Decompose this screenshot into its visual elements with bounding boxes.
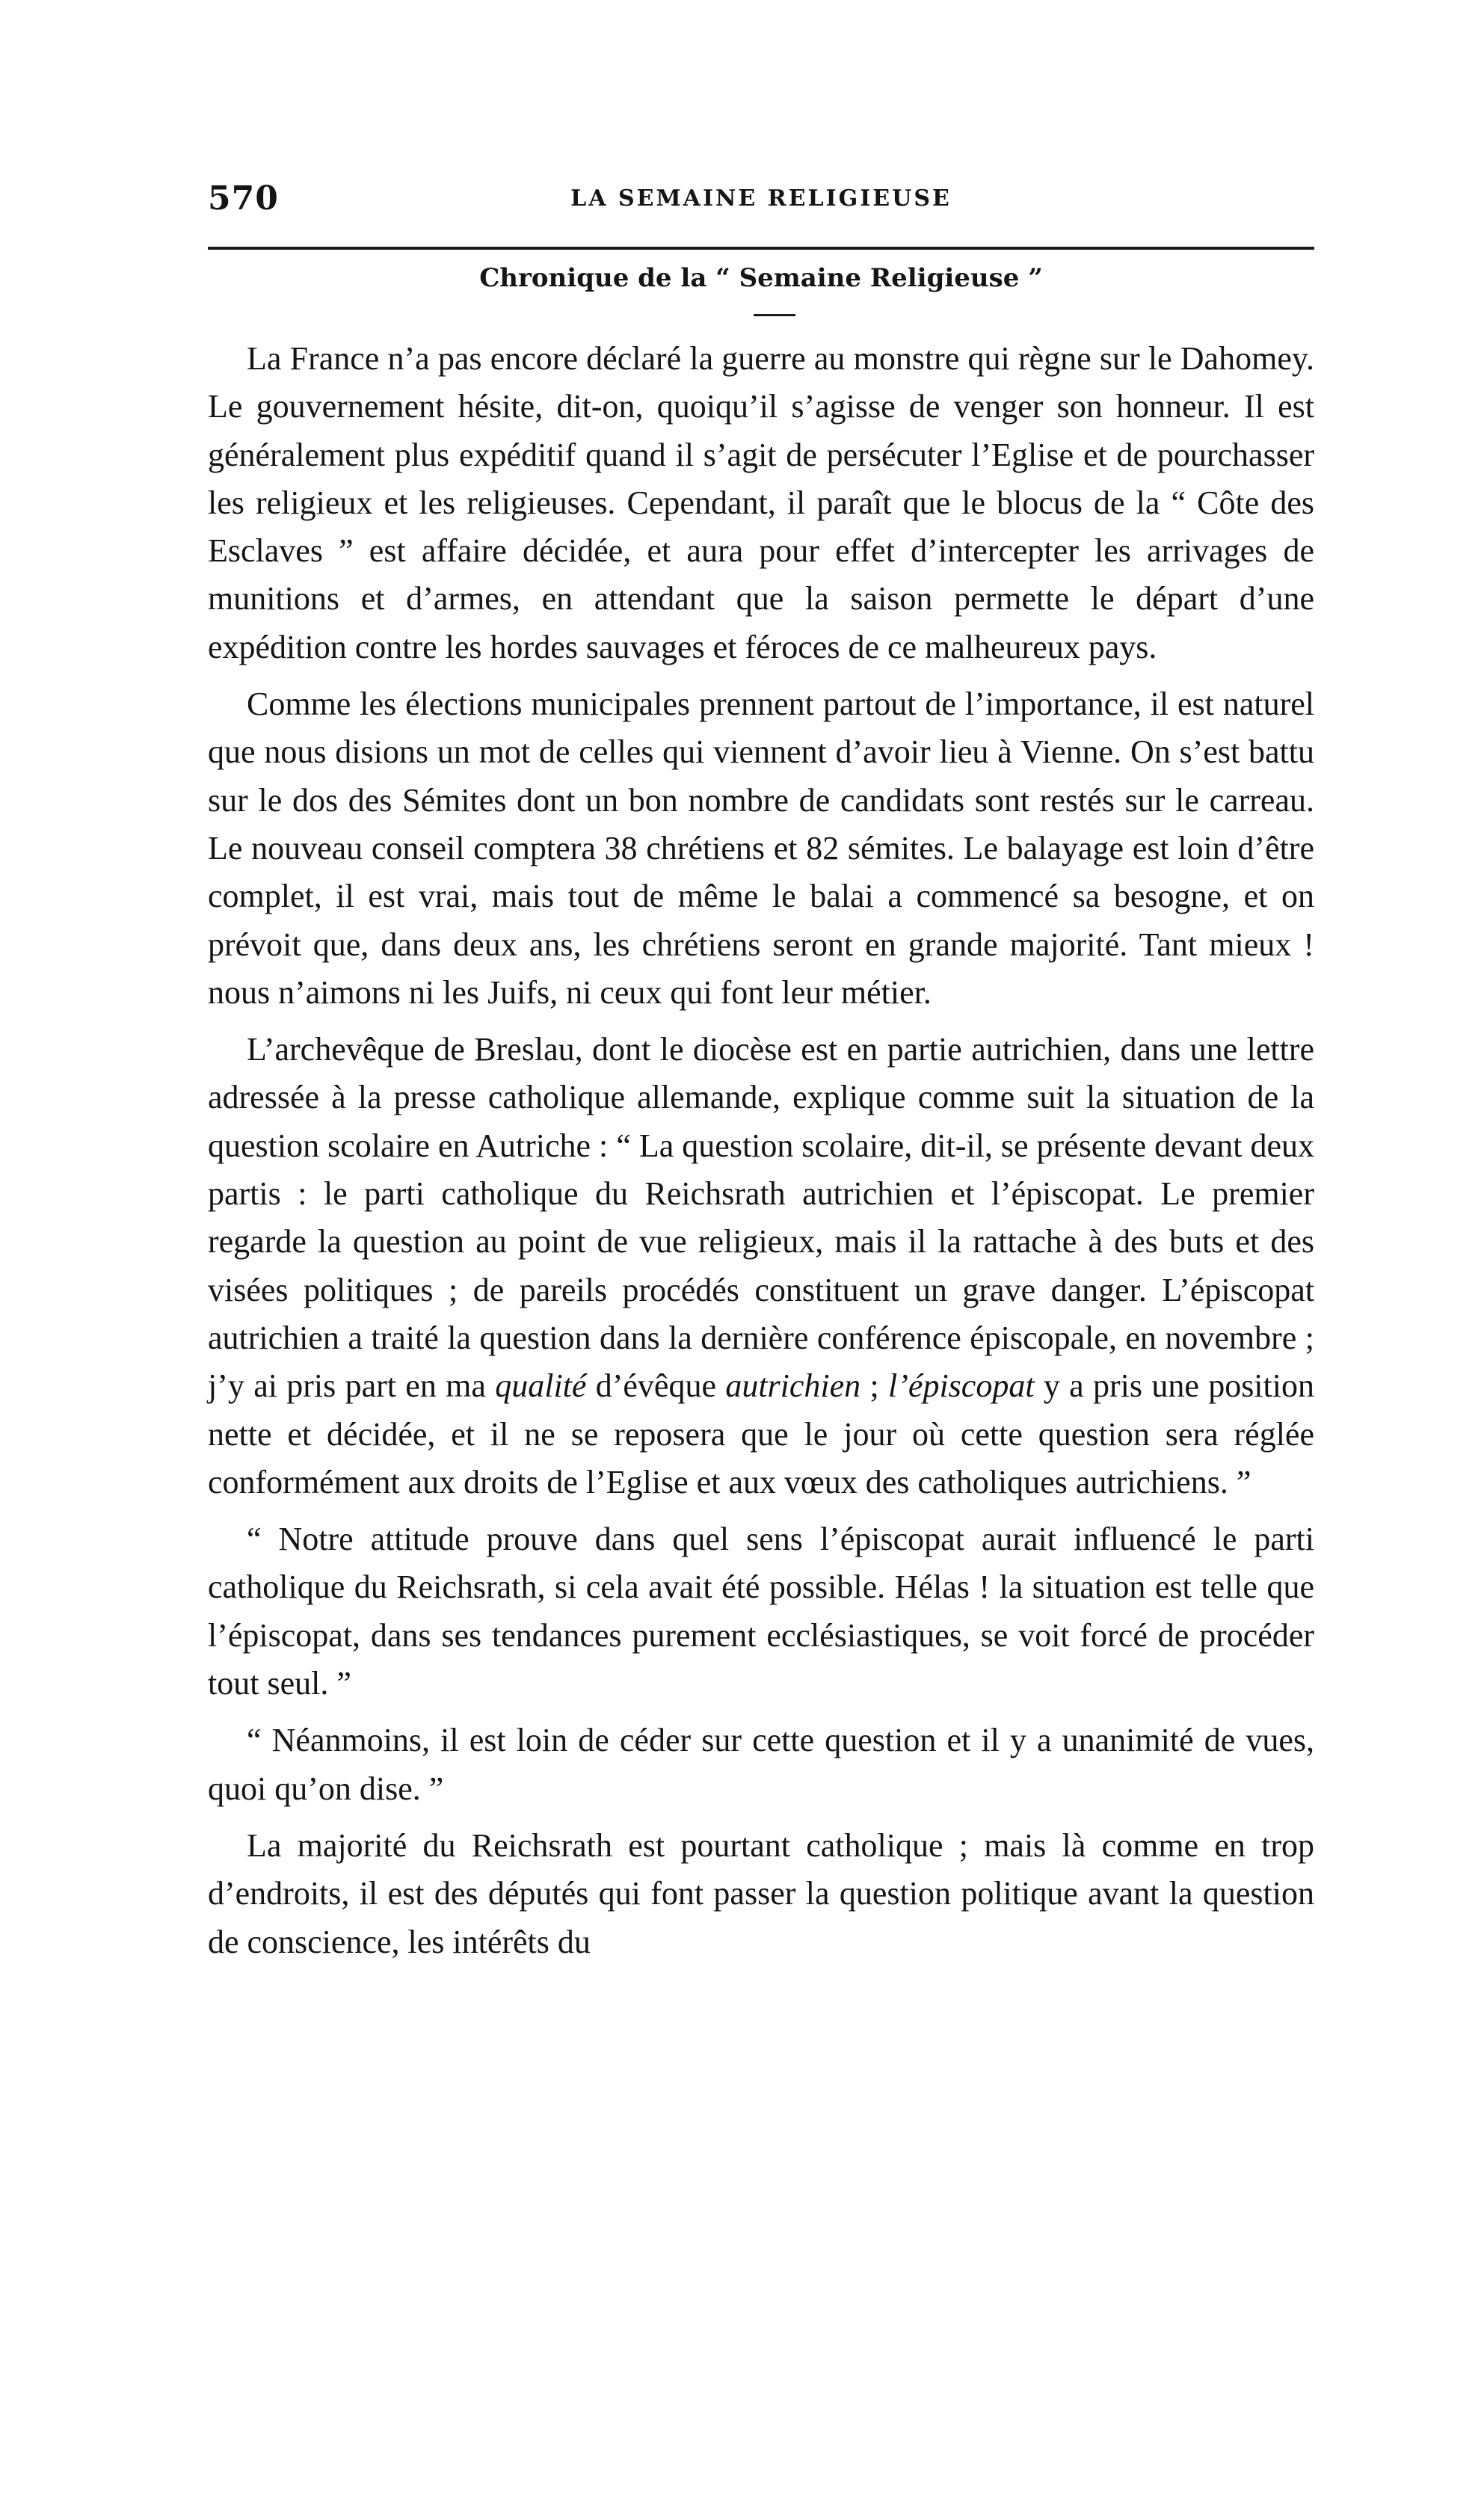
page-number: 570 <box>208 179 279 218</box>
emphasis-episcopat: l’épiscopat <box>888 1367 1035 1405</box>
title-ornament-rule <box>754 314 795 316</box>
paragraph-reichsrath: La majorité du Reichsrath est pourtant catholique ; mais là comme en trop d’endroits, il est des députés qui font passer la question politique avant la question de conscience, les intérêts du <box>208 1826 1314 1960</box>
paragraph-breslau <box>208 1026 1314 1506</box>
book-page <box>208 135 1314 2460</box>
paragraph-notre-attitude: “ Notre attitude prouve dans quel sens l’épiscopat aurait influencé le parti catholique du Reichsrath, si cela avait été possible. Hélas ! la situation est telle que l’épiscopat, dans ses tendances purement ecclésiastiques, se voit forcé de procéder tout seul. ” <box>208 1521 1314 1702</box>
emphasis-autrichien: autrichien <box>725 1367 861 1405</box>
section-title: Chronique de la “ Semaine Religieuse ” <box>479 263 1043 293</box>
emphasis-qualite: qualité <box>495 1367 587 1405</box>
header-rule <box>208 247 1314 250</box>
breslau-text-mid2: ; <box>860 1367 889 1405</box>
running-head <box>208 135 1314 218</box>
running-title: LA SEMAINE RELIGIEUSE <box>570 185 952 212</box>
breslau-text-start: L’archevêque de Breslau, dont le diocèse est en partie autrichien, dans une lettre adressée à la presse catholique allemande, explique comme suit la situation de la question scolaire en Autriche : “ La question scolaire, dit-il, se présente devant deux partis : le parti catholique du Reichsrath autrichien et l’épiscopat. Le premier regarde la question au point de vue religieux, mais il la rattache à des buts et des visées politiques ; de pareils procédés constituent un grave danger. L’épiscopat autrichien a traité la question dans la dernière conférence épiscopale, en novembre ; j’y ai pris part en ma <box>208 1031 1314 1405</box>
paragraph-dahomey: La France n’a pas encore déclaré la guerre au monstre qui règne sur le Dahomey. Le gouvernement hésite, dit-on, quoiqu’il s’agisse de venger son honneur. Il est généralement plus expéditif quand il s’agit de persécuter l’Eglise et de pourchasser les religieux et les religieuses. Cependant, il paraît que le blocus de la “ Côte des Esclaves ” est affaire décidée, et aura pour effet d’intercepter les arrivages de munitions et d’armes, en attendant que la saison permette le départ d’une expédition contre les hordes sauvages et féroces de ce malheureux pays. <box>208 340 1314 665</box>
paragraph-neanmoins: “ Néanmoins, il est loin de céder sur cette question et il y a unanimité de vues, quoi qu’on dise. ” <box>208 1722 1314 1807</box>
breslau-text-mid1: d’évêque <box>586 1367 726 1405</box>
breslau-text-end: y a pris une position nette et décidée, et il ne se reposera que le jour où cette question sera réglée conformément aux droits de l’Eglise et aux vœux des catholiques autrichiens. ” <box>208 1367 1314 1500</box>
paragraph-vienne-elections: Comme les élections municipales prennent partout de l’importance, il est naturel que nous disions un mot de celles qui viennent d’avoir lieu à Vienne. On s’est battu sur le dos des Sémites dont un bon nombre de candidats sont restés sur le carreau. Le nouveau conseil comptera 38 chrétiens et 82 sémites. Le balayage est loin d’être complet, il est vrai, mais tout de même le balai a commencé sa besogne, et on prévoit que, dans deux ans, les chrétiens seront en grande majorité. Tant mieux ! nous n’aimons ni les Juifs, ni ceux qui font leur métier. <box>208 686 1314 1011</box>
article-body <box>208 335 1314 1975</box>
